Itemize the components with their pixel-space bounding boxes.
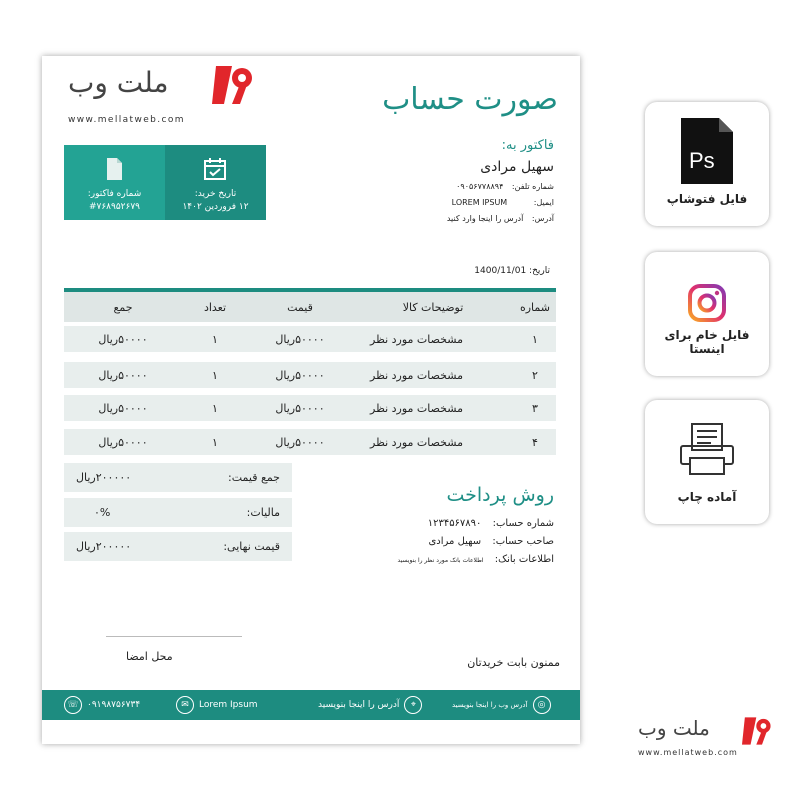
purchase-date-cell (165, 145, 266, 220)
cell-num: ۳ (532, 401, 538, 415)
footer-address[interactable] (318, 690, 422, 720)
bottom-site-url: www.mellatweb.com (638, 748, 738, 757)
final-price-value: ۲۰۰۰۰۰ریال (76, 540, 132, 553)
location-pin-icon: ⌖ (404, 696, 422, 714)
footer-website-text: آدرس وب را اینجا بنویسید (452, 701, 528, 709)
cell-num: ۲ (532, 368, 538, 382)
cell-sum: ۵۰۰۰۰ریال (98, 401, 148, 415)
mail-icon: ✉ (176, 696, 194, 714)
tax-label: مالیات: (246, 506, 280, 519)
address-row (354, 214, 554, 223)
header-sum: جمع (113, 300, 133, 314)
payment-heading: روش پرداخت (446, 484, 554, 506)
account-number-label: شماره حساب: (492, 518, 554, 529)
customer-name: سهیل مرادی (480, 159, 554, 175)
table-row (64, 362, 556, 388)
bank-info-label: اطلاعات بانک: (494, 554, 554, 565)
bank-info-value: اطلاعات بانک مورد نظر را بنویسید (397, 557, 484, 564)
header-qty: تعداد (203, 300, 227, 314)
footer-phone-text: ۰۹۱۹۸۷۵۶۷۳۴ (87, 700, 141, 710)
phone-label: شماره تلفن: (511, 182, 554, 191)
date-value: 1400/11/01 (474, 266, 527, 276)
final-price-label: قیمت نهایی: (223, 540, 280, 553)
instagram-icon (688, 284, 726, 322)
calendar-icon (203, 157, 227, 181)
phone-value: ۰۹۰۵۶۷۷۸۸۹۴ (456, 182, 504, 191)
account-number-row (314, 518, 554, 529)
tax-value: ۰% (94, 506, 111, 519)
invoice-title: صورت حساب (382, 82, 558, 117)
cell-qty: ۱ (212, 435, 218, 449)
cell-price: ۵۰۰۰۰ریال (275, 332, 325, 346)
phone-icon: ☏ (64, 696, 82, 714)
cell-num: ۴ (532, 435, 538, 449)
footer-phone[interactable] (64, 690, 140, 720)
document-icon (102, 157, 126, 181)
logo-mark-icon (210, 64, 256, 106)
subtotal-value: ۲۰۰۰۰۰ریال (76, 471, 132, 484)
invoice-number-cell (64, 145, 165, 220)
cell-qty: ۱ (212, 368, 218, 382)
account-owner-value: سهیل مرادی (428, 536, 482, 547)
subtotal-label: جمع قیمت: (228, 471, 280, 484)
invoice-number-label: شماره فاکتور: (87, 189, 142, 199)
signature-line (106, 636, 242, 637)
cell-sum: ۵۰۰۰۰ریال (98, 435, 148, 449)
payment-section (314, 484, 554, 565)
invoice-date (474, 266, 550, 276)
cell-sum: ۵۰۰۰۰ریال (98, 368, 148, 382)
address-label: آدرس: (531, 214, 554, 223)
table-row (64, 326, 556, 352)
bill-to-heading: فاکتور به: (501, 138, 554, 153)
thanks-message: ممنون بابت خریدتان (467, 656, 560, 669)
subtotal-row (64, 463, 292, 492)
feature-card-print[interactable] (645, 400, 769, 524)
footer-email[interactable] (176, 690, 258, 720)
header-desc: توضیحات کالا (402, 300, 464, 314)
cell-qty: ۱ (212, 401, 218, 415)
bottom-brand-logo[interactable] (636, 716, 776, 760)
invoice-number-value: #۷۶۸۹۵۲۶۷۹ (88, 202, 141, 212)
header-price: قیمت (287, 300, 313, 314)
photoshop-icon (679, 116, 735, 186)
cell-num: ۱ (532, 332, 538, 346)
table-header (64, 288, 556, 322)
cell-desc: مشخصات مورد نظر (370, 332, 463, 346)
table-row (64, 395, 556, 421)
cell-price: ۵۰۰۰۰ریال (275, 368, 325, 382)
cell-sum: ۵۰۰۰۰ریال (98, 332, 148, 346)
phone-row (354, 182, 554, 191)
cell-desc: مشخصات مورد نظر (370, 435, 463, 449)
signature-label: محل امضا (126, 650, 173, 663)
email-value: LOREM IPSUM (451, 198, 508, 207)
header-num: شماره (519, 300, 550, 314)
printer-icon (678, 422, 736, 476)
feature-caption: فایل فتوشاپ (666, 192, 748, 206)
bill-to-section (354, 138, 554, 223)
footer-website[interactable] (452, 690, 551, 720)
site-url: www.mellatweb.com (68, 115, 185, 125)
feature-caption: فایل خام برای اینستا (664, 328, 750, 356)
brand-logo[interactable] (62, 66, 262, 126)
tax-row (64, 498, 292, 527)
cell-desc: مشخصات مورد نظر (370, 401, 463, 415)
purchase-date-value: ۱۲ فروردین ۱۴۰۲ (182, 202, 249, 212)
account-owner-label: صاحب حساب: (492, 536, 554, 547)
logo-wordmark: ملت وب (68, 66, 169, 99)
email-row (354, 198, 554, 207)
footer-email-text: Lorem Ipsum (199, 700, 258, 710)
photoshop-icon-text: Ps (689, 148, 715, 173)
date-label: تاریخ: (529, 266, 550, 276)
bottom-logo-wordmark: ملت وب (638, 716, 710, 740)
feature-caption: آماده چاپ (677, 490, 737, 504)
invoice-footer (42, 690, 580, 720)
cell-price: ۵۰۰۰۰ریال (275, 435, 325, 449)
purchase-date-label: تاریخ خرید: (194, 189, 237, 199)
final-price-row (64, 532, 292, 561)
bottom-logo-mark-icon (740, 716, 774, 746)
bank-info-row (314, 554, 554, 565)
cell-desc: مشخصات مورد نظر (370, 368, 463, 382)
feature-card-instagram[interactable] (645, 252, 769, 376)
invoice-info-box (64, 145, 266, 220)
address-value: آدرس را اینجا وارد کنید (446, 214, 524, 223)
cell-price: ۵۰۰۰۰ریال (275, 401, 325, 415)
table-row (64, 429, 556, 455)
footer-address-text: آدرس را اینجا بنویسید (318, 700, 400, 710)
feature-card-photoshop[interactable] (645, 102, 769, 226)
cell-qty: ۱ (212, 332, 218, 346)
account-owner-row (314, 536, 554, 547)
email-label: ایمیل: (533, 198, 554, 207)
globe-icon: ◎ (533, 696, 551, 714)
invoice-sheet (42, 56, 580, 744)
account-number-value: ۱۲۳۴۵۶۷۸۹۰ (427, 518, 482, 529)
